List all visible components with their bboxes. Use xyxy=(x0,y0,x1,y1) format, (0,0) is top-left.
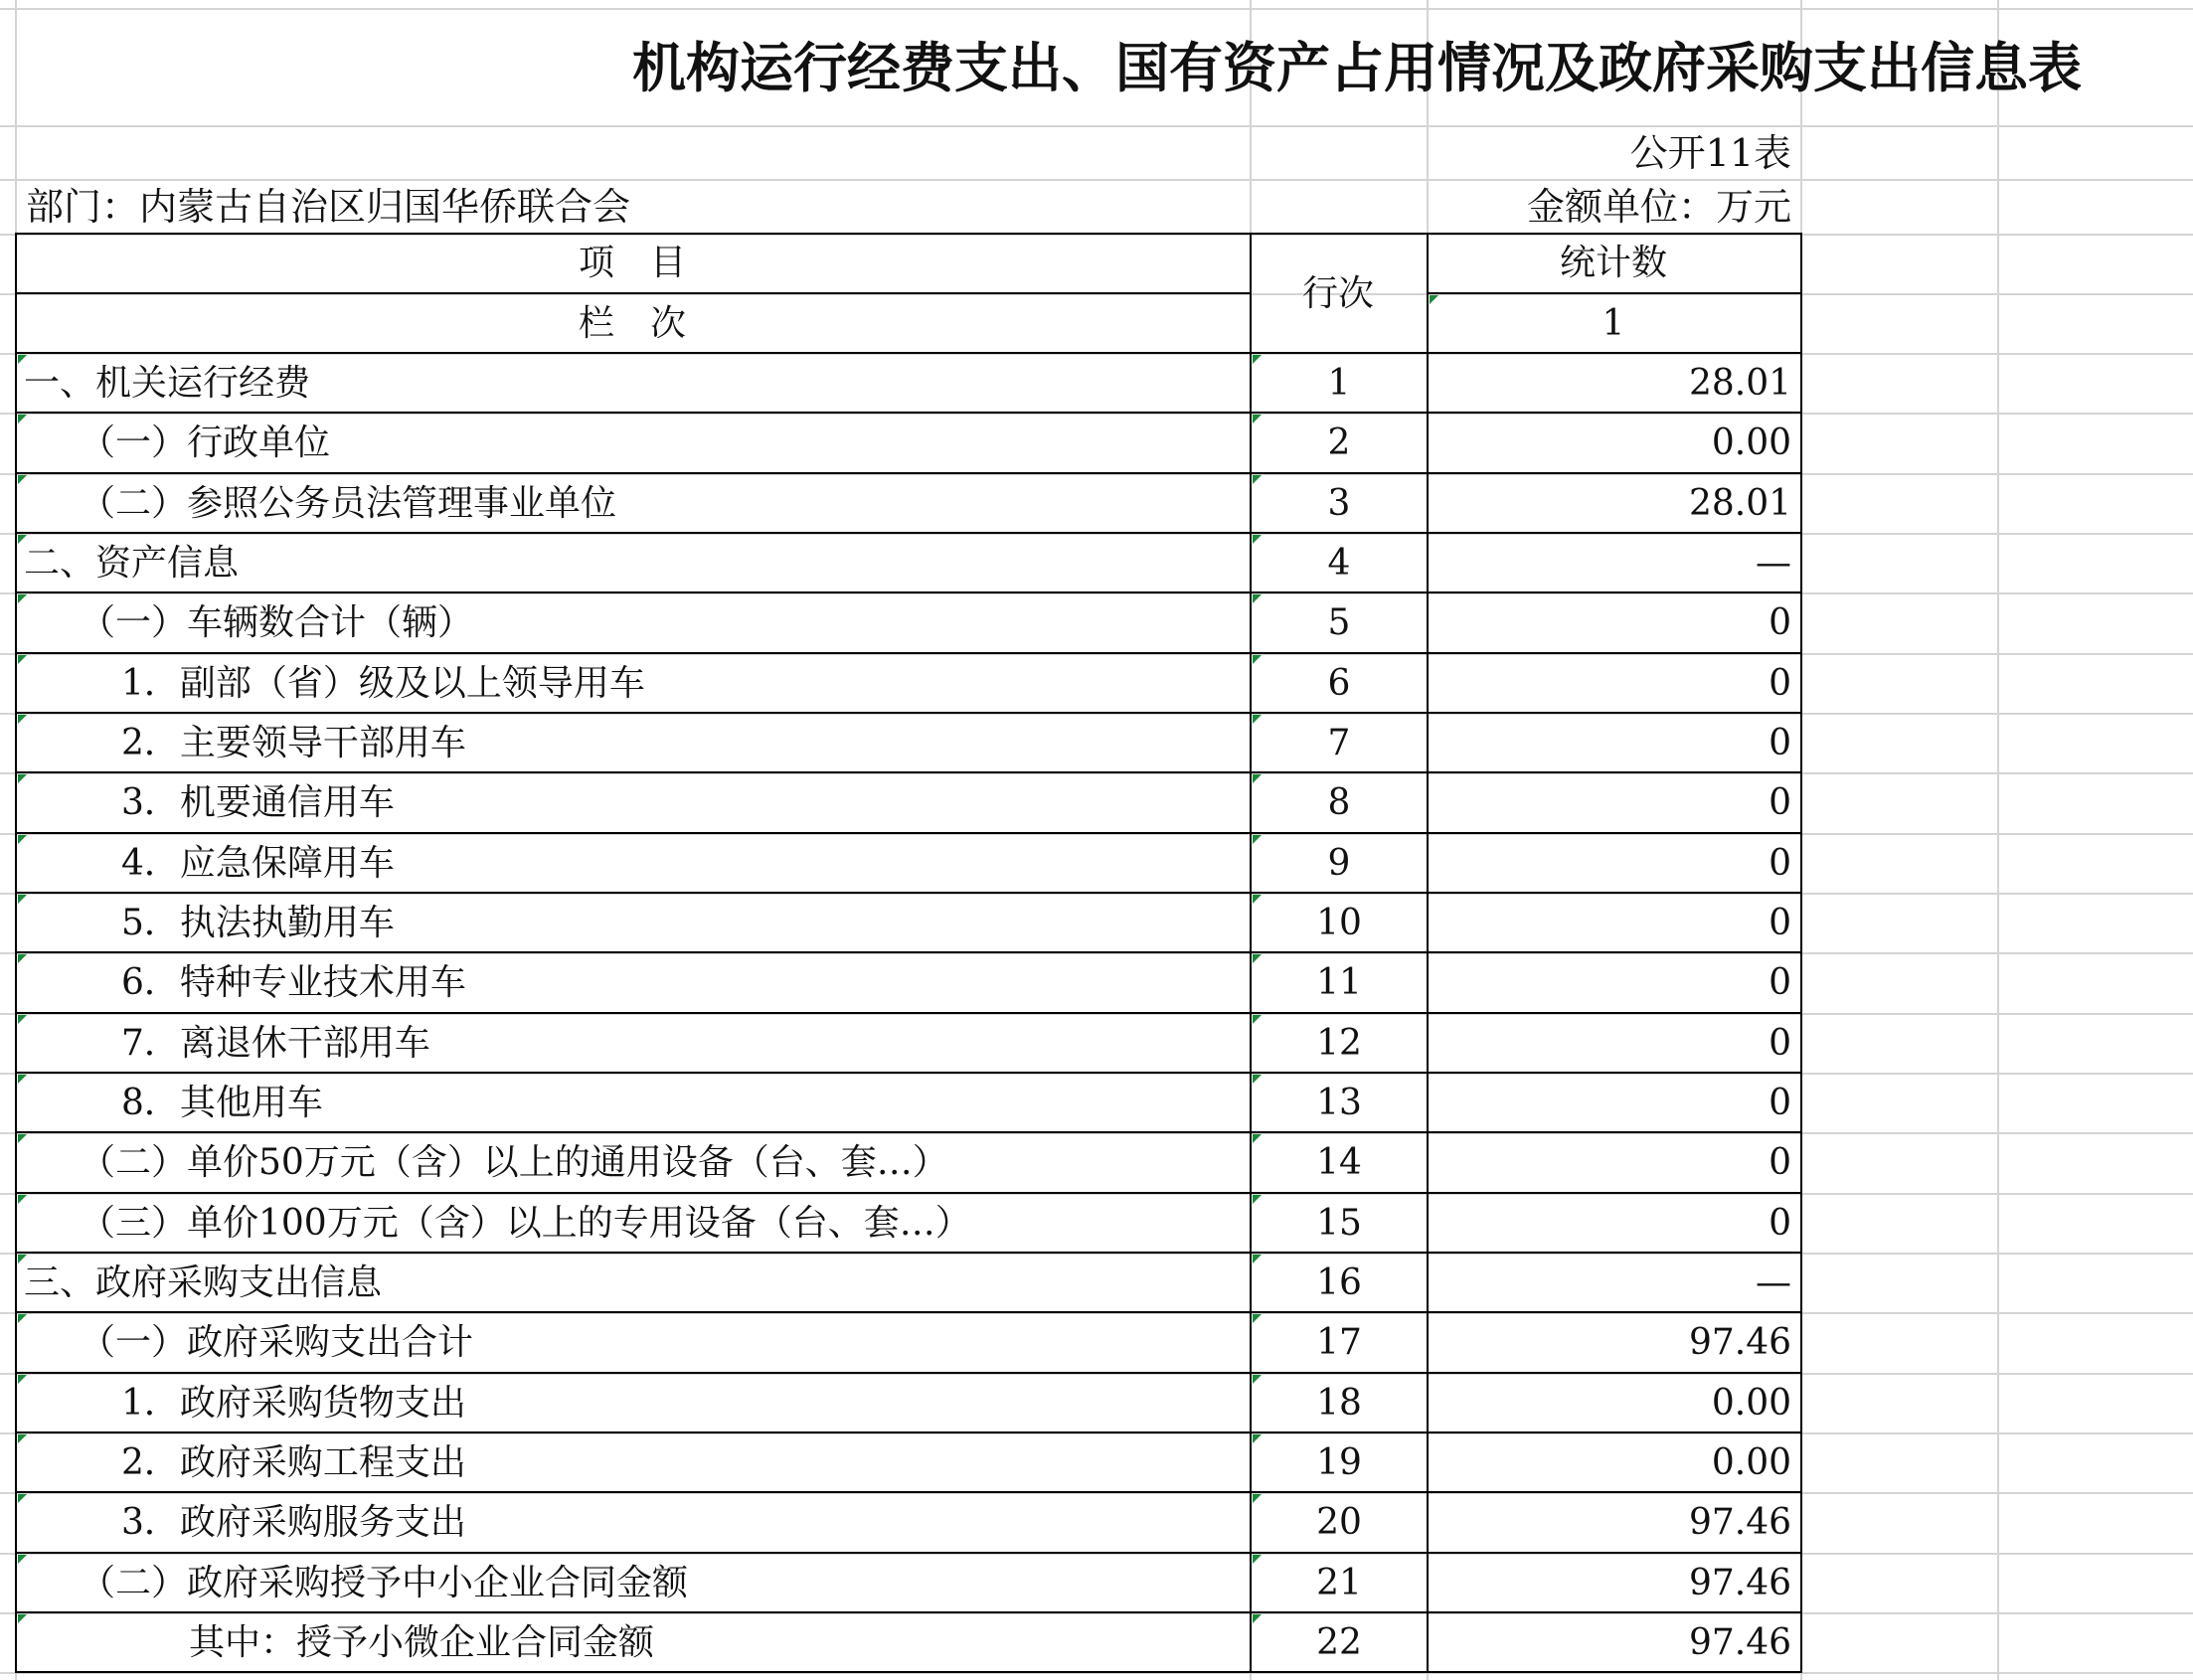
cell-marker xyxy=(18,1434,27,1443)
border-row xyxy=(16,892,1802,894)
row-value[interactable]: 0 xyxy=(1769,602,1791,643)
row-label[interactable]: 2．主要领导干部用车 xyxy=(121,723,466,763)
row-label[interactable]: （一）行政单位 xyxy=(80,422,331,463)
header-statistic[interactable]: 统计数 xyxy=(1559,243,1667,283)
row-value[interactable]: 97.46 xyxy=(1688,1322,1791,1363)
cell-marker xyxy=(1253,1555,1262,1564)
row-label[interactable]: （二）单价50万元（含）以上的通用设备（台、套…） xyxy=(80,1142,948,1183)
cell-marker xyxy=(1253,715,1262,724)
border-row xyxy=(16,1552,1802,1554)
row-number[interactable]: 11 xyxy=(1316,962,1362,1003)
cell-marker xyxy=(1253,355,1262,364)
cell-marker xyxy=(18,1134,27,1143)
row-label[interactable]: 2．政府采购工程支出 xyxy=(121,1442,466,1483)
border-row xyxy=(16,832,1802,834)
cell-marker xyxy=(1253,535,1262,544)
border-col xyxy=(1800,233,1802,1673)
border-row xyxy=(16,652,1802,654)
border-row xyxy=(16,1192,1802,1194)
cell-marker xyxy=(18,1255,27,1263)
row-label[interactable]: 二、资产信息 xyxy=(24,543,240,584)
row-number[interactable]: 22 xyxy=(1316,1622,1362,1663)
row-number[interactable]: 17 xyxy=(1316,1322,1362,1363)
header-row-number[interactable]: 行次 xyxy=(1301,273,1374,314)
border-row xyxy=(16,1072,1802,1074)
row-label[interactable]: 1．副部（省）级及以上领导用车 xyxy=(121,663,645,704)
row-value[interactable]: 0.00 xyxy=(1711,1442,1791,1483)
border-header-mid-left xyxy=(16,292,1251,294)
border-row xyxy=(16,472,1802,474)
cell-marker xyxy=(1253,1434,1262,1443)
cell-marker xyxy=(1253,655,1262,664)
table-code[interactable]: 公开11表 xyxy=(1629,131,1791,175)
row-number[interactable]: 19 xyxy=(1316,1442,1362,1483)
row-value[interactable]: 97.46 xyxy=(1688,1563,1791,1603)
row-value[interactable]: 0 xyxy=(1769,843,1791,884)
border-row xyxy=(16,532,1802,534)
row-value[interactable]: 0 xyxy=(1769,1203,1791,1244)
header-statistic-column-number[interactable]: 1 xyxy=(1602,303,1625,344)
cell-marker xyxy=(1253,1134,1262,1143)
cell-marker xyxy=(18,655,27,664)
cell-marker xyxy=(1253,1015,1262,1024)
row-label[interactable]: （一）政府采购支出合计 xyxy=(80,1322,474,1363)
row-label[interactable]: 5．执法执勤用车 xyxy=(121,903,395,943)
border-row xyxy=(16,771,1802,773)
grid-row-line xyxy=(0,125,2193,127)
cell-marker xyxy=(1253,1375,1262,1384)
border-row xyxy=(16,712,1802,714)
row-value[interactable]: 0 xyxy=(1769,1023,1791,1064)
row-number[interactable]: 21 xyxy=(1316,1563,1362,1603)
cell-marker xyxy=(18,715,27,724)
row-number[interactable]: 7 xyxy=(1327,723,1351,763)
border-row xyxy=(16,951,1802,953)
row-label[interactable]: （一）车辆数合计（辆） xyxy=(80,602,474,643)
row-value[interactable]: 0 xyxy=(1769,1083,1791,1123)
amount-unit-label[interactable]: 金额单位：万元 xyxy=(1526,184,1791,229)
row-number[interactable]: 4 xyxy=(1327,543,1351,584)
row-value[interactable]: 97.46 xyxy=(1688,1502,1791,1543)
cell-marker xyxy=(1253,1614,1262,1623)
row-label[interactable]: 4．应急保障用车 xyxy=(121,843,395,884)
cell-marker xyxy=(18,1314,27,1323)
border-header-top xyxy=(16,233,1802,235)
cell-marker xyxy=(18,415,27,423)
cell-marker xyxy=(18,1555,27,1564)
cell-marker xyxy=(1253,954,1262,963)
row-label[interactable]: 3．政府采购服务支出 xyxy=(121,1502,466,1543)
row-number[interactable]: 15 xyxy=(1316,1203,1362,1244)
cell-marker xyxy=(18,1075,27,1084)
border-row xyxy=(16,1372,1802,1374)
cell-marker xyxy=(1253,895,1262,904)
cell-marker xyxy=(18,895,27,904)
border-row xyxy=(16,1012,1802,1014)
row-number[interactable]: 1 xyxy=(1327,363,1351,404)
cell-marker xyxy=(1253,1314,1262,1323)
row-label[interactable]: 其中：授予小微企业合同金额 xyxy=(189,1622,655,1663)
cell-marker xyxy=(18,954,27,963)
row-label[interactable]: 1．政府采购货物支出 xyxy=(121,1383,466,1424)
row-value[interactable]: 28.01 xyxy=(1688,483,1791,524)
row-number[interactable]: 18 xyxy=(1316,1383,1362,1424)
border-col xyxy=(1427,233,1429,1673)
row-number[interactable]: 3 xyxy=(1327,483,1351,524)
row-label[interactable]: （二）政府采购授予中小企业合同金额 xyxy=(80,1563,689,1603)
row-number[interactable]: 10 xyxy=(1316,903,1362,943)
header-column-order[interactable]: 栏 次 xyxy=(578,303,686,344)
cell-marker xyxy=(1253,415,1262,423)
cell-marker xyxy=(18,774,27,783)
cell-marker xyxy=(18,535,27,544)
row-value[interactable]: — xyxy=(1756,543,1791,584)
row-number[interactable]: 6 xyxy=(1327,663,1351,704)
border-header-mid-right xyxy=(1428,292,1801,294)
border-col xyxy=(1250,233,1252,1673)
cell-marker xyxy=(18,355,27,364)
border-row xyxy=(16,1431,1802,1433)
row-value[interactable]: 0.00 xyxy=(1711,422,1791,463)
border-row xyxy=(16,1671,1802,1673)
cell-marker xyxy=(1253,1075,1262,1084)
row-value[interactable]: — xyxy=(1756,1262,1791,1303)
row-number[interactable]: 14 xyxy=(1316,1142,1362,1183)
row-number[interactable]: 20 xyxy=(1316,1502,1362,1543)
grid-top-line xyxy=(0,8,2193,10)
department-label[interactable]: 部门：内蒙古自治区归国华侨联合会 xyxy=(26,184,631,229)
border-row xyxy=(16,1491,1802,1493)
row-value[interactable]: 0 xyxy=(1769,663,1791,704)
border-row xyxy=(16,412,1802,414)
row-number[interactable]: 5 xyxy=(1327,602,1351,643)
row-value[interactable]: 0 xyxy=(1769,782,1791,823)
row-value[interactable]: 97.46 xyxy=(1688,1622,1791,1663)
cell-marker xyxy=(18,1375,27,1384)
row-label[interactable]: 3．机要通信用车 xyxy=(121,782,395,823)
row-label[interactable]: 8．其他用车 xyxy=(121,1083,323,1123)
cell-marker xyxy=(1253,475,1262,484)
border-row xyxy=(16,1311,1802,1313)
cell-marker xyxy=(1253,1195,1262,1204)
cell-marker xyxy=(18,1494,27,1503)
row-value[interactable]: 0 xyxy=(1769,723,1791,763)
row-value[interactable]: 0 xyxy=(1769,903,1791,943)
cell-marker xyxy=(18,594,27,603)
row-number[interactable]: 12 xyxy=(1316,1023,1362,1064)
row-value[interactable]: 0 xyxy=(1769,1142,1791,1183)
row-label[interactable]: 一、机关运行经费 xyxy=(24,363,311,404)
cell-marker xyxy=(18,1195,27,1204)
cell-marker xyxy=(18,1015,27,1024)
cell-marker xyxy=(1253,1494,1262,1503)
row-number[interactable]: 16 xyxy=(1316,1262,1362,1303)
border-row xyxy=(16,352,1802,354)
border-row xyxy=(16,1611,1802,1613)
row-label[interactable]: 7．离退休干部用车 xyxy=(121,1023,430,1064)
cell-marker xyxy=(1253,1255,1262,1263)
row-value[interactable]: 28.01 xyxy=(1688,363,1791,404)
row-number[interactable]: 2 xyxy=(1327,422,1351,463)
cell-marker xyxy=(1253,774,1262,783)
cell-marker xyxy=(18,475,27,484)
row-label[interactable]: （二）参照公务员法管理事业单位 xyxy=(80,483,617,524)
table-title[interactable]: 机构运行经费支出、国有资产占用情况及政府采购支出信息表 xyxy=(632,37,2082,99)
row-number[interactable]: 9 xyxy=(1327,843,1351,884)
row-label[interactable]: 6．特种专业技术用车 xyxy=(121,962,466,1003)
cell-marker xyxy=(1430,295,1438,304)
cell-marker xyxy=(1253,835,1262,844)
cell-marker xyxy=(18,835,27,844)
cell-marker xyxy=(1253,594,1262,603)
border-col xyxy=(15,233,17,1673)
cell-marker xyxy=(18,1614,27,1623)
row-number[interactable]: 13 xyxy=(1316,1083,1362,1123)
row-label[interactable]: 三、政府采购支出信息 xyxy=(24,1262,383,1303)
row-label[interactable]: （三）单价100万元（含）以上的专用设备（台、套…） xyxy=(80,1203,971,1244)
row-number[interactable]: 8 xyxy=(1327,782,1351,823)
grid-col-line xyxy=(1997,0,1999,1680)
border-row xyxy=(16,1131,1802,1133)
border-row xyxy=(16,591,1802,593)
row-value[interactable]: 0 xyxy=(1769,962,1791,1003)
border-row xyxy=(16,1252,1802,1254)
row-value[interactable]: 0.00 xyxy=(1711,1383,1791,1424)
header-item[interactable]: 项 目 xyxy=(578,243,686,283)
